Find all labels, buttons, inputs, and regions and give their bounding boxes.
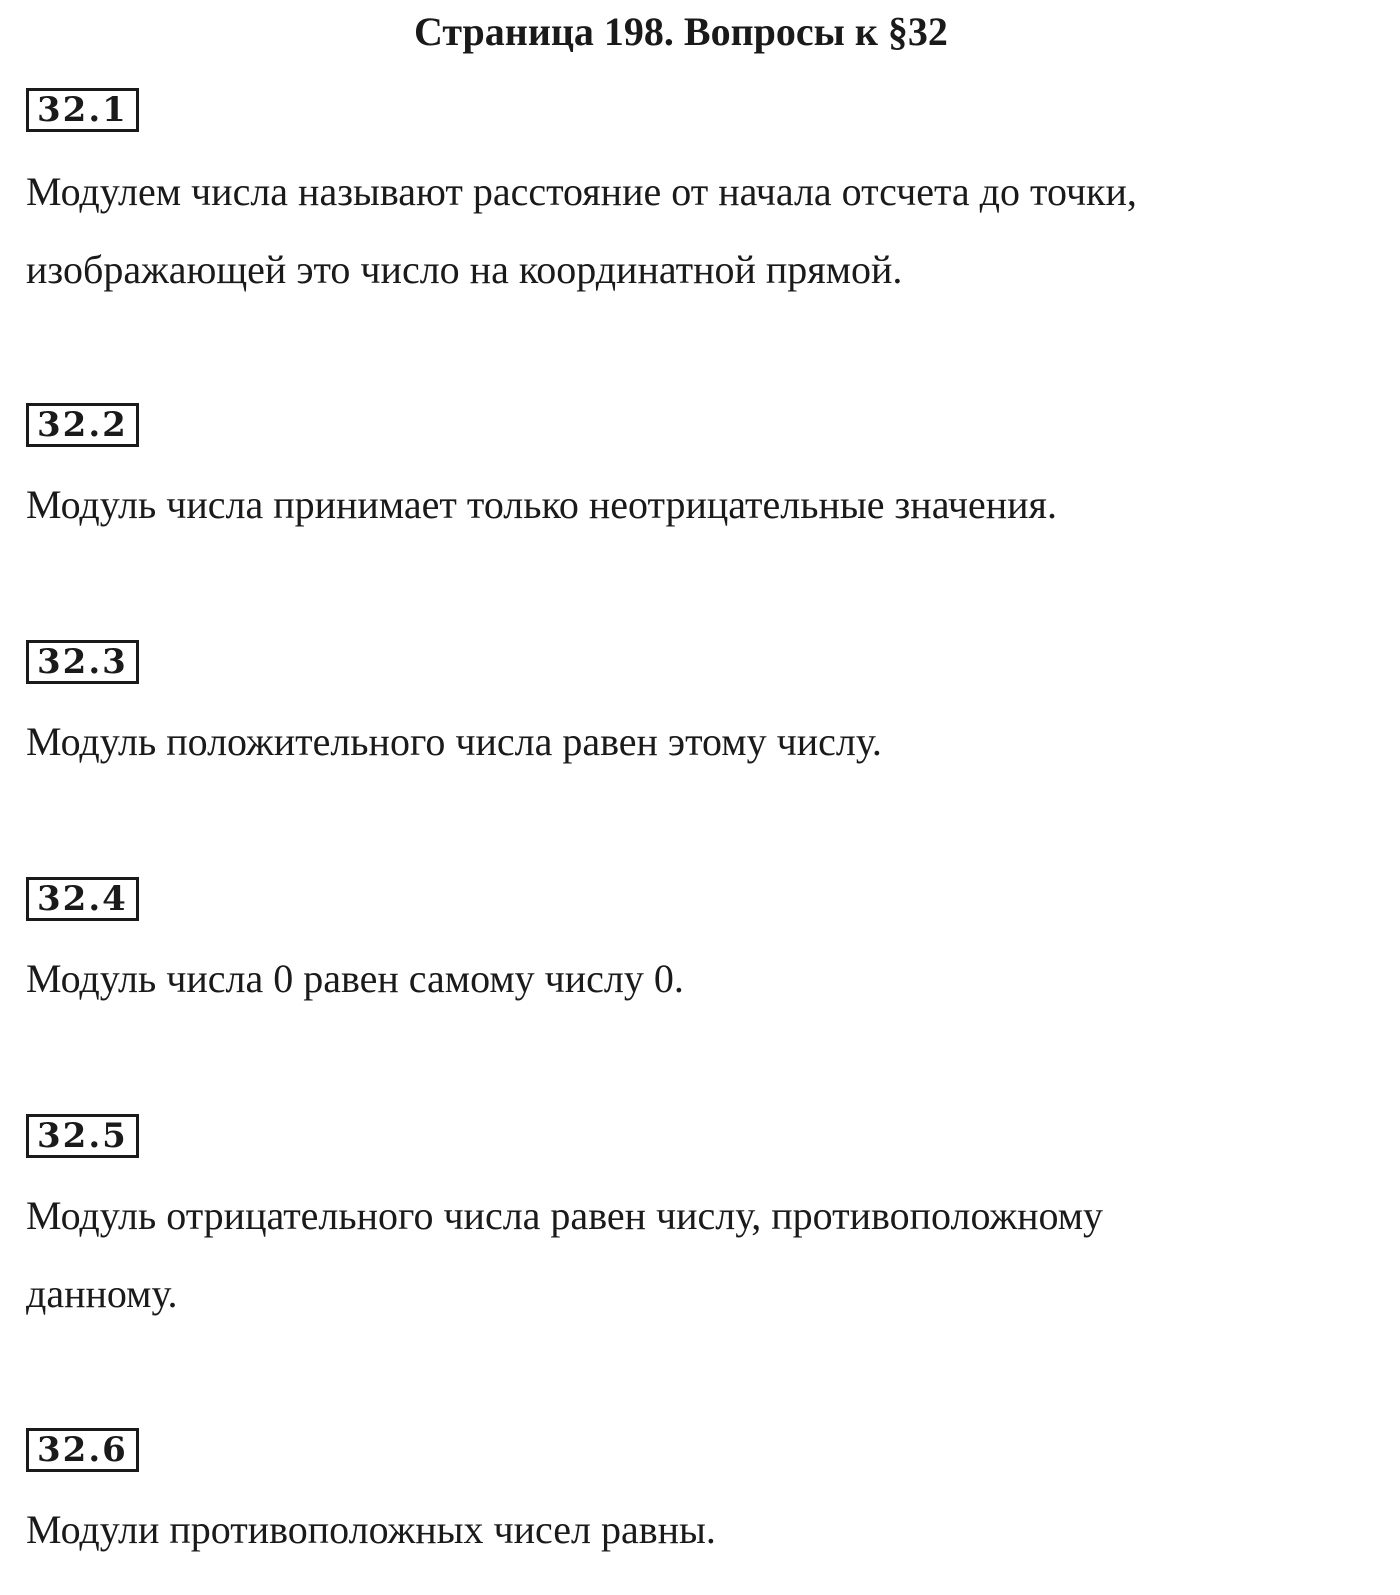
answer-32-5-line-1: Модуль отрицательного числа равен числу, противоположному xyxy=(26,1193,1104,1238)
answer-32-3-line-1: Модуль положительного числа равен этому числу. xyxy=(26,719,882,764)
answer-32-1-line-2: изображающей это число на координатной прямой. xyxy=(26,247,903,292)
answer-32-6-line-1: Модули противоположных чисел равны. xyxy=(26,1507,716,1552)
question-number-32-2: 32.2 xyxy=(26,403,139,447)
question-number-32-1: 32.1 xyxy=(26,88,139,132)
answer-32-1-line-1: Модулем числа называют расстояние от начала отсчета до точки, xyxy=(26,169,1137,214)
question-number-32-3: 32.3 xyxy=(26,640,139,684)
answer-32-5-line-2: данному. xyxy=(26,1271,178,1316)
question-number-32-6: 32.6 xyxy=(26,1428,139,1472)
answer-32-2-line-1: Модуль числа принимает только неотрицательные значения. xyxy=(26,482,1057,527)
question-number-32-5: 32.5 xyxy=(26,1114,139,1158)
page-title: Страница 198. Вопросы к §32 xyxy=(414,9,948,54)
question-number-32-4: 32.4 xyxy=(26,877,139,921)
answer-32-4-line-1: Модуль числа 0 равен самому числу 0. xyxy=(26,956,684,1001)
